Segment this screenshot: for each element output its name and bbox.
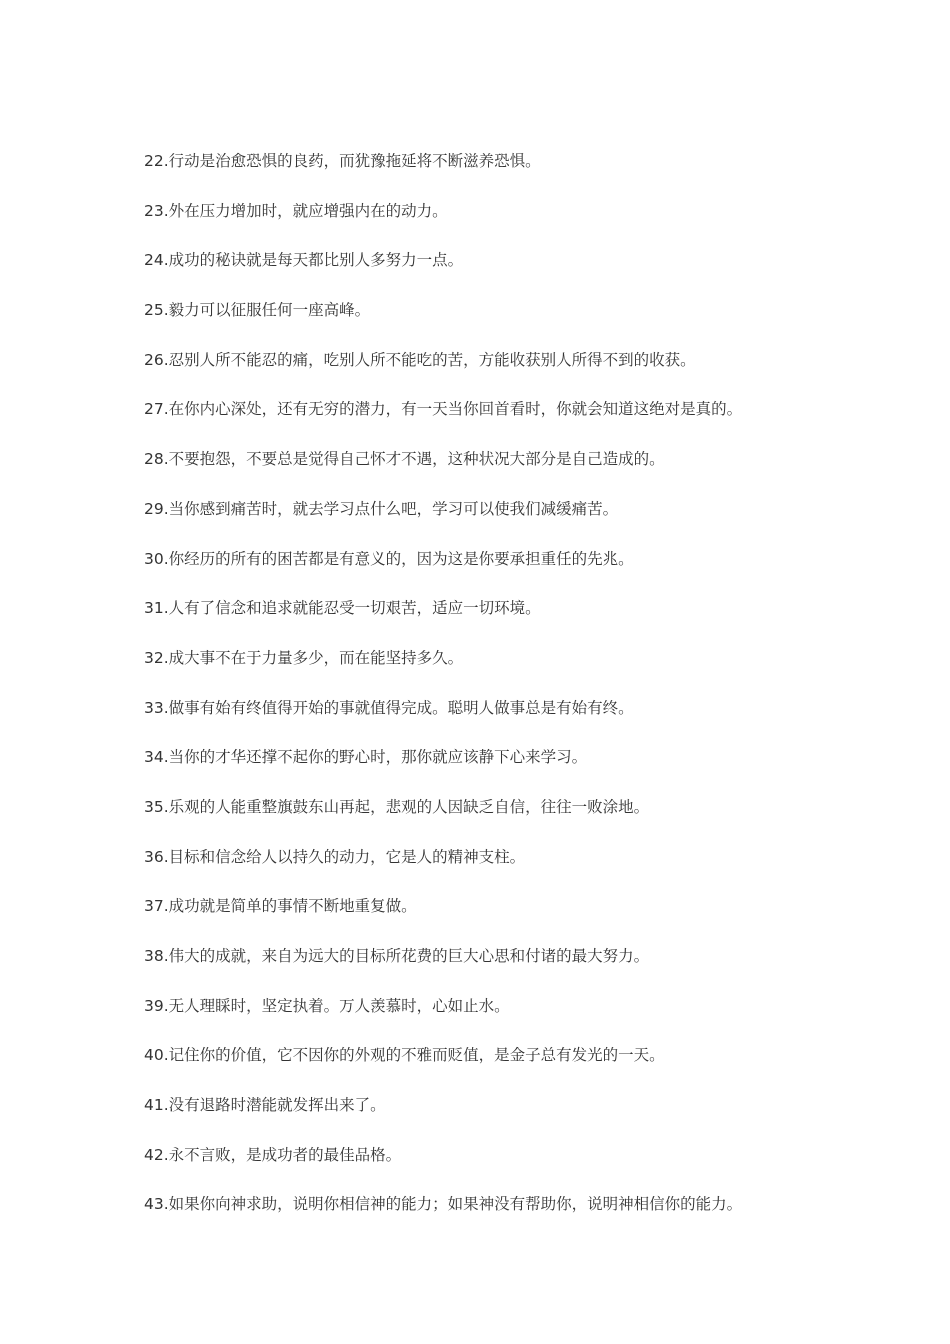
quote-item: 36.目标和信念给人以持久的动力，它是人的精神支柱。: [144, 847, 526, 866]
quote-item: 40.记住你的价值，它不因你的外观的不雅而贬值，是金子总有发光的一天。: [144, 1046, 665, 1065]
quote-item: 38.伟大的成就，来自为远大的目标所花费的巨大心思和付诸的最大努力。: [144, 947, 650, 965]
quote-item: 33.做事有始有终值得开始的事就值得完成。聪明人做事总是有始有终。: [144, 698, 634, 717]
quote-item: 35.乐观的人能重整旗鼓东山再起，悲观的人因缺乏自信，往往一败涂地。: [144, 797, 650, 816]
quote-item: 39.无人理睬时，坚定执着。万人羡慕时，心如止水。: [144, 996, 510, 1015]
quote-item: 27.在你内心深处，还有无穷的潜力，有一天当你回首看时，你就会知道这绝对是真的。: [144, 400, 743, 419]
quote-item: 34.当你的才华还撑不起你的野心时，那你就应该静下心来学习。: [144, 748, 588, 767]
quote-item: 41.没有退路时潜能就发挥出来了。: [144, 1096, 386, 1115]
quote-list: [144, 150, 824, 1243]
quote-item: 25.毅力可以征服任何一座高峰。: [144, 301, 371, 320]
quote-item: 24.成功的秘诀就是每天都比别人多努力一点。: [144, 251, 464, 270]
quote-item: 23.外在压力增加时，就应增强内在的动力。: [144, 201, 448, 220]
quote-item: 31.人有了信念和追求就能忍受一切艰苦，适应一切环境。: [144, 599, 541, 618]
quote-item: 28.不要抱怨，不要总是觉得自己怀才不遇，这种状况大部分是自己造成的。: [144, 450, 665, 469]
quote-item: 29.当你感到痛苦时，就去学习点什么吧，学习可以使我们减缓痛苦。: [144, 499, 619, 518]
quote-item: 37.成功就是简单的事情不断地重复做。: [144, 897, 417, 916]
quote-item: 30.你经历的所有的困苦都是有意义的，因为这是你要承担重任的先兆。: [144, 549, 634, 568]
quote-item: 32.成大事不在于力量多少，而在能坚持多久。: [144, 648, 464, 667]
quote-item: 43.如果你向神求助，说明你相信神的能力；如果神没有帮助你，说明神相信你的能力。: [144, 1195, 743, 1214]
quote-item: 26.忍别人所不能忍的痛，吃别人所不能吃的苦，方能收获别人所得不到的收获。: [144, 350, 696, 369]
quote-item: 22.行动是治愈恐惧的良药，而犹豫拖延将不断滋养恐惧。: [144, 152, 541, 170]
quote-item: 42.永不言败，是成功者的最佳品格。: [144, 1145, 402, 1164]
